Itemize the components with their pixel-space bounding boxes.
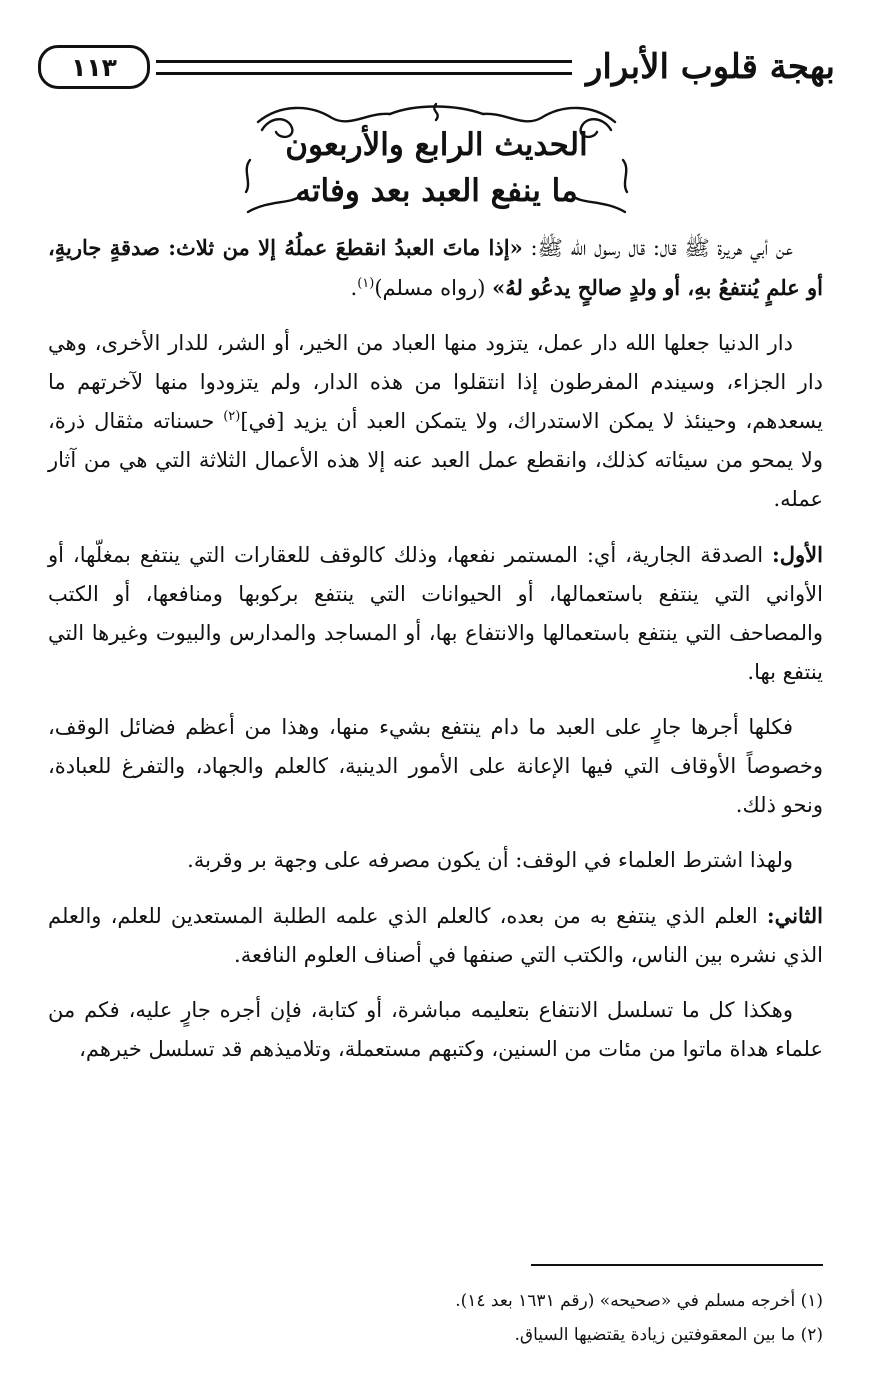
paragraph-6: وهكذا كل ما تسلسل الانتفاع بتعليمه مباشرة، أو كتابة، فإن أجره جارٍ عليه، فكم من علماء هداة ماتوا من مئات من السنين، وكتبهم مستعملة، وتلاميذهم قد تسلسل خيرهم، (48, 998, 823, 1061)
footnote-ref-1[interactable]: (١) (357, 276, 375, 291)
paragraph-2-text: الصدقة الجارية، أي: المستمر نفعها، وذلك كالوقف للعقارات التي ينتفع بمغلّها، أو الأواني التي ينتفع باستعمالها، أو الحيوانات التي ينتفع بركوبها ومنافعها، أو الكتب والمصاحف التي ينتفع باستعمالها والانتفاع بها، أو المساجد والمدارس والبيوت وغيرها التي ينتفع بها. (48, 543, 823, 684)
hadith-paragraph: عن أبي هريرة ﷺ قال: قال رسول الله ﷺ: «إذا ماتَ العبدُ انقطعَ عملُهُ إلا من ثلاث: صدقةٍ جاريةٍ، أو علمٍ يُنتفعُ بهِ، أو ولدٍ صالحٍ يدعُو لهُ» (رواه مسلم)$^{(١)}$. (48, 235, 823, 300)
chapter-title-line-2: ما ينفع العبد بعد وفاته (295, 173, 578, 209)
book-title: بهجة قلوب الأبرار (586, 47, 835, 87)
footnote-ref-2[interactable]: (٢) (223, 409, 241, 424)
first-point-label: الأول: (772, 542, 823, 567)
footnotes (48, 1284, 823, 1352)
paragraph-5-text: العلم الذي ينتفع به من بعده، كالعلم الذي علمه الطلبة المستعدين للعلم، والعلم الذي نشره بين الناس، والكتب التي صنفها في أصناف العلوم النافعة. (48, 904, 823, 967)
paragraph-2 (48, 535, 823, 692)
hadith-text: «إذا ماتَ العبدُ انقطعَ عملُهُ إلا من ثلاث: صدقةٍ جاريةٍ، أو علمٍ يُنتفعُ بهِ، أو ولدٍ صالحٍ يدعُو لهُ» (48, 235, 823, 300)
body-text (48, 228, 823, 1085)
paragraph-1-part-2: حسناته مثقال ذرة، ولا يمحو من سيئاته كذلك، وانقطع عمل العبد عنه إلا هذه الأعمال الثلاثة التي هي من آثار عمله. (48, 409, 823, 511)
chapter-title-block (240, 100, 633, 218)
hadith-source: (رواه مسلم) (374, 276, 486, 300)
hadith-intro: عن أبي هريرة ﷺ قال: قال رسول الله ﷺ: (530, 236, 793, 260)
paragraph-1-part-1: دار الدنيا جعلها الله دار عمل، يتزود منها العباد من الخير، أو الشر، للدار الأخرى، وهي دار الجزاء، وسيندم المفرطون إذا انتقلوا من هذه الدار، ولم يتزودوا منها لآخرتهم ما يسعدهم، وحينئذ لا يمكن الاستدراك، ولا يتمكن العبد أن يزيد [في] (48, 331, 824, 433)
footnote-divider (531, 1264, 823, 1266)
paragraph-5 (48, 896, 823, 975)
header-rule (156, 60, 572, 75)
chapter-title-line-1: الحديث الرابع والأربعون (285, 127, 588, 163)
paragraph-3: فكلها أجرها جارٍ على العبد ما دام ينتفع بشيء منها، وهذا من أعظم فضائل الوقف، وخصوصاً الأوقاف التي فيها الإعانة على الأمور الدينية، كالعلم والجهاد، والتفرغ للعبادة، ونحو ذلك. (48, 715, 823, 817)
paragraph-4: ولهذا اشترط العلماء في الوقف: أن يكون مصرفه على وجهة بر وقربة. (187, 848, 793, 872)
paragraph-1 (48, 324, 823, 519)
footnote-2: (٢) ما بين المعقوفتين زيادة يقتضيها السياق. (514, 1325, 823, 1345)
second-point-label: الثاني: (766, 903, 823, 928)
footnote-1: (١) أخرجه مسلم في «صحيحه» (رقم ١٦٣١ بعد ١٤). (455, 1291, 823, 1311)
page-number: ١١٣ (38, 45, 150, 89)
running-header (38, 42, 835, 92)
